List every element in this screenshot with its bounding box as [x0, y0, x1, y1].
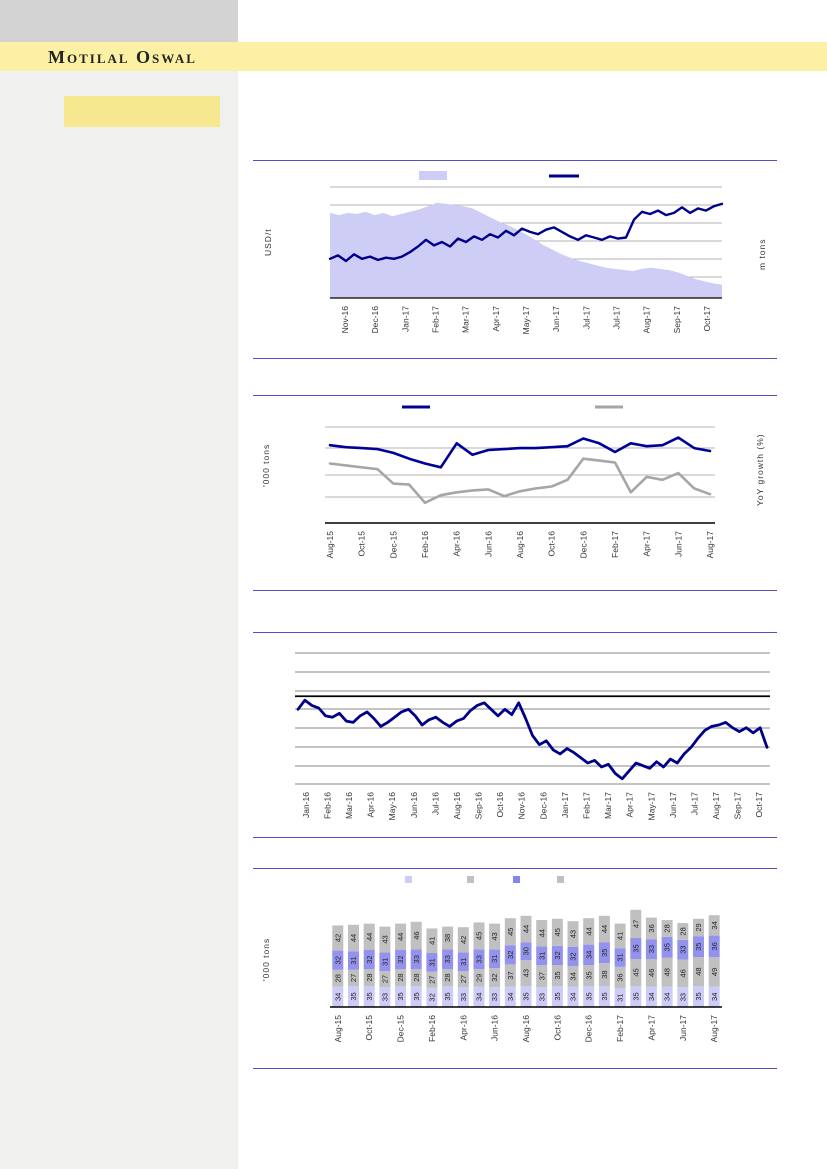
tick-label: Jun-17	[673, 531, 684, 557]
bar-value-label: 28	[662, 924, 672, 933]
bar-value-label: 47	[631, 919, 641, 929]
separator-line	[253, 837, 777, 838]
tick-label: Aug-17	[711, 792, 722, 820]
bar-value-label: 28	[411, 973, 421, 982]
bar-value-label: 34	[474, 992, 484, 1001]
bar-value-label: 33	[443, 955, 453, 964]
bar-value-label: 44	[349, 933, 359, 943]
tick-label: Jan-16	[300, 792, 311, 818]
bar-value-label: 35	[600, 948, 609, 957]
tick-label: May-16	[387, 792, 398, 821]
bar-value-label: 32	[333, 956, 343, 965]
separator-line	[253, 1068, 777, 1069]
bar-value-label: 37	[537, 971, 547, 981]
bar-value-label: 35	[552, 971, 562, 980]
bar-value-label: 45	[631, 968, 641, 977]
tick-label: Jun-16	[408, 792, 419, 818]
bar-value-label: 43	[521, 968, 531, 978]
bar-value-label: 33	[647, 944, 657, 954]
tick-label: Dec-15	[388, 531, 399, 559]
bar-value-label: 34	[709, 992, 719, 1001]
tick-label: Dec-15	[395, 1015, 406, 1043]
bar-value-label: 29	[694, 923, 704, 932]
tick-label: Oct-15	[356, 531, 367, 557]
bar-value-label: 43	[380, 935, 390, 944]
bar-value-label: 31	[615, 993, 625, 1002]
bar-value-label: 34	[568, 992, 578, 1001]
tick-label: Dec-16	[538, 792, 549, 820]
bar-value-label: 29	[474, 973, 484, 983]
bar-value-label: 31	[615, 953, 625, 962]
bar-value-label: 38	[600, 970, 609, 979]
tick-label: Nov-16	[516, 792, 527, 820]
bar-value-label: 35	[600, 992, 609, 1001]
bar-value-label: 34	[568, 972, 578, 981]
bar-value-label: 34	[647, 992, 657, 1001]
bar-value-label: 41	[615, 931, 625, 941]
tick-label: Aug-16	[515, 531, 525, 559]
volume-vs-growth-chart	[253, 395, 827, 590]
tick-label: May-17	[521, 306, 531, 335]
bar-value-label: 48	[662, 968, 672, 977]
legend-swatch	[467, 876, 474, 883]
bar-value-label: 42	[458, 935, 468, 944]
bar-value-label: 35	[349, 992, 359, 1001]
bar-value-label: 44	[521, 924, 531, 934]
tick-label: Apr-16	[458, 1015, 469, 1041]
bar-value-label: 27	[380, 974, 390, 984]
bar-value-label: 46	[678, 969, 688, 978]
tick-label: Nov-16	[340, 306, 351, 334]
bar-value-label: 49	[709, 967, 719, 977]
chart4-y-axis-label-left: '000 tons	[261, 937, 271, 981]
bar-value-label: 34	[505, 992, 515, 1001]
left-sidebar	[0, 0, 238, 1169]
legend-swatch	[557, 876, 564, 883]
bar-value-label: 31	[427, 958, 437, 967]
bar-value-label: 35	[411, 992, 421, 1001]
tick-label: Apr-16	[451, 531, 462, 557]
tick-label: Mar-17	[460, 306, 471, 333]
bar-value-label: 31	[490, 954, 500, 963]
tick-label: Sep-17	[671, 306, 682, 334]
series-line	[330, 459, 710, 503]
bar-value-label: 35	[396, 992, 406, 1001]
bar-value-label: 35	[443, 992, 453, 1001]
bar-value-label: 48	[694, 967, 704, 976]
bar-value-label: 46	[411, 931, 421, 940]
bar-value-label: 31	[380, 957, 390, 966]
tick-label: Oct-17	[754, 792, 765, 818]
tick-label: Oct-16	[552, 1015, 563, 1041]
tick-label: Aug-17	[641, 306, 652, 334]
top-left-block	[0, 0, 238, 42]
tick-label: Jun-16	[489, 1015, 500, 1041]
bar-value-label: 35	[694, 992, 704, 1001]
legend-swatch	[513, 876, 520, 883]
bar-value-label: 44	[537, 929, 547, 938]
bar-value-label: 33	[411, 955, 421, 964]
legend-swatch	[419, 171, 447, 180]
bar-value-label: 35	[521, 992, 531, 1001]
bar-value-label: 34	[584, 950, 594, 959]
tick-label: Jul-17	[611, 306, 622, 330]
bar-value-label: 38	[443, 933, 453, 943]
bar-value-label: 27	[427, 975, 437, 984]
tick-label: Dec-16	[370, 306, 381, 334]
series-area	[330, 203, 722, 298]
bar-value-label: 35	[662, 943, 672, 952]
tick-label: Feb-16	[322, 792, 333, 819]
bar-value-label: 44	[364, 932, 374, 941]
bar-value-label: 33	[537, 992, 547, 1002]
bar-value-label: 45	[505, 927, 515, 936]
tick-label: Apr-16	[365, 792, 376, 818]
sidebar-highlight-box	[64, 96, 220, 127]
tick-label: Apr-17	[641, 531, 652, 557]
tick-label: Dec-16	[578, 531, 589, 559]
bar-value-label: 27	[458, 974, 468, 984]
tick-label: Aug-16	[451, 792, 462, 820]
bar-value-label: 34	[333, 992, 343, 1001]
bar-value-label: 35	[552, 992, 562, 1001]
tick-label: Aug-15	[332, 1015, 343, 1043]
tick-label: Jul-17	[581, 306, 592, 330]
bar-value-label: 33	[474, 955, 484, 964]
brand-logo-text: Motilal Oswal	[48, 47, 197, 67]
bar-value-label: 28	[678, 927, 688, 936]
tick-label: Jun-17	[551, 306, 562, 332]
bar-value-label: 31	[537, 951, 547, 960]
bar-value-label: 31	[458, 957, 468, 966]
chart2-y-axis-label-right: YoY growth (%)	[755, 433, 765, 507]
bar-value-label: 28	[396, 973, 406, 982]
bar-value-label: 44	[584, 927, 594, 936]
bar-value-label: 28	[333, 974, 343, 983]
tick-label: Feb-16	[420, 531, 430, 558]
stacked-production-chart	[253, 868, 827, 1068]
tick-label: Feb-17	[430, 306, 441, 333]
bar-value-label: 32	[427, 993, 437, 1002]
tick-label: Jan-17	[400, 306, 411, 332]
bar-value-label: 27	[349, 973, 359, 983]
bar-value-label: 32	[364, 955, 374, 964]
bar-value-label: 32	[396, 955, 406, 964]
chart1-y-axis-label-right: m tons	[757, 238, 767, 270]
tick-label: Oct-16	[546, 531, 557, 557]
bar-value-label: 32	[552, 951, 562, 960]
bar-value-label: 36	[647, 924, 657, 933]
tick-label: Apr-17	[646, 1015, 657, 1041]
bar-value-label: 46	[647, 968, 657, 977]
bar-value-label: 35	[631, 944, 641, 953]
bar-value-label: 36	[615, 973, 625, 982]
bar-value-label: 35	[584, 992, 594, 1001]
tick-label: Oct-16	[495, 792, 506, 818]
bar-value-label: 32	[505, 950, 515, 959]
tick-label: Jun-16	[483, 531, 494, 557]
tick-label: Aug-17	[705, 531, 715, 559]
tick-label: Feb-17	[615, 1015, 626, 1042]
tick-label: Aug-17	[709, 1015, 720, 1043]
chart1-y-axis-label-left: USD/t	[263, 228, 273, 256]
bar-value-label: 43	[490, 932, 500, 941]
bar-value-label: 35	[694, 942, 704, 951]
tick-label: Feb-16	[426, 1015, 437, 1042]
legend-swatch	[405, 876, 412, 883]
tick-label: Feb-17	[610, 531, 620, 558]
price-area-chart	[253, 160, 827, 360]
bar-value-label: 45	[552, 928, 562, 937]
bar-value-label: 35	[631, 992, 641, 1001]
tick-label: Oct-15	[364, 1015, 375, 1041]
tick-label: Jul-16	[430, 792, 441, 816]
tick-label: Sep-17	[732, 792, 743, 820]
bar-value-label: 41	[427, 936, 437, 945]
tick-label: Mar-16	[343, 792, 354, 819]
tick-label: Feb-17	[581, 792, 592, 819]
series-line	[298, 700, 767, 779]
bar-value-label: 44	[600, 924, 609, 934]
bar-value-label: 43	[568, 929, 578, 939]
bar-value-label: 33	[458, 992, 468, 1002]
tick-label: Apr-17	[624, 792, 635, 818]
bar-value-label: 28	[443, 973, 453, 982]
tick-label: Jul-17	[689, 792, 700, 816]
tick-label: Jan-17	[559, 792, 570, 818]
bar-value-label: 33	[678, 992, 688, 1002]
tick-label: Aug-15	[325, 531, 335, 559]
tick-label: Dec-16	[583, 1015, 594, 1043]
tick-label: Sep-16	[473, 792, 484, 820]
bar-value-label: 35	[584, 971, 594, 980]
bar-value-label: 30	[521, 947, 531, 956]
bar-value-label: 44	[396, 932, 406, 941]
tick-label: Jun-17	[667, 792, 678, 818]
bar-value-label: 34	[709, 921, 719, 930]
bar-value-label: 28	[364, 973, 374, 982]
bar-value-label: 33	[678, 945, 688, 954]
spread-line-chart	[253, 632, 827, 837]
bar-value-label: 32	[490, 973, 500, 982]
bar-value-label: 31	[349, 956, 359, 965]
tick-label: Oct-17	[701, 306, 712, 332]
tick-label: Jun-17	[677, 1015, 688, 1041]
bar-value-label: 34	[662, 992, 672, 1001]
bar-value-label: 36	[709, 942, 719, 951]
tick-label: Aug-16	[521, 1015, 531, 1043]
chart2-y-axis-label-left: '000 tons	[261, 443, 271, 487]
bar-value-label: 32	[568, 952, 578, 961]
tick-label: Mar-17	[603, 792, 614, 819]
separator-line	[253, 590, 777, 591]
tick-label: May-17	[646, 792, 657, 821]
bar-value-label: 33	[380, 992, 390, 1002]
series-line	[330, 438, 710, 468]
bar-value-label: 33	[490, 992, 500, 1002]
bar-value-label: 45	[474, 931, 484, 941]
tick-label: Apr-17	[490, 306, 501, 332]
bar-value-label: 37	[505, 971, 515, 980]
bar-value-label: 35	[364, 992, 374, 1001]
bar-value-label: 42	[333, 933, 343, 943]
